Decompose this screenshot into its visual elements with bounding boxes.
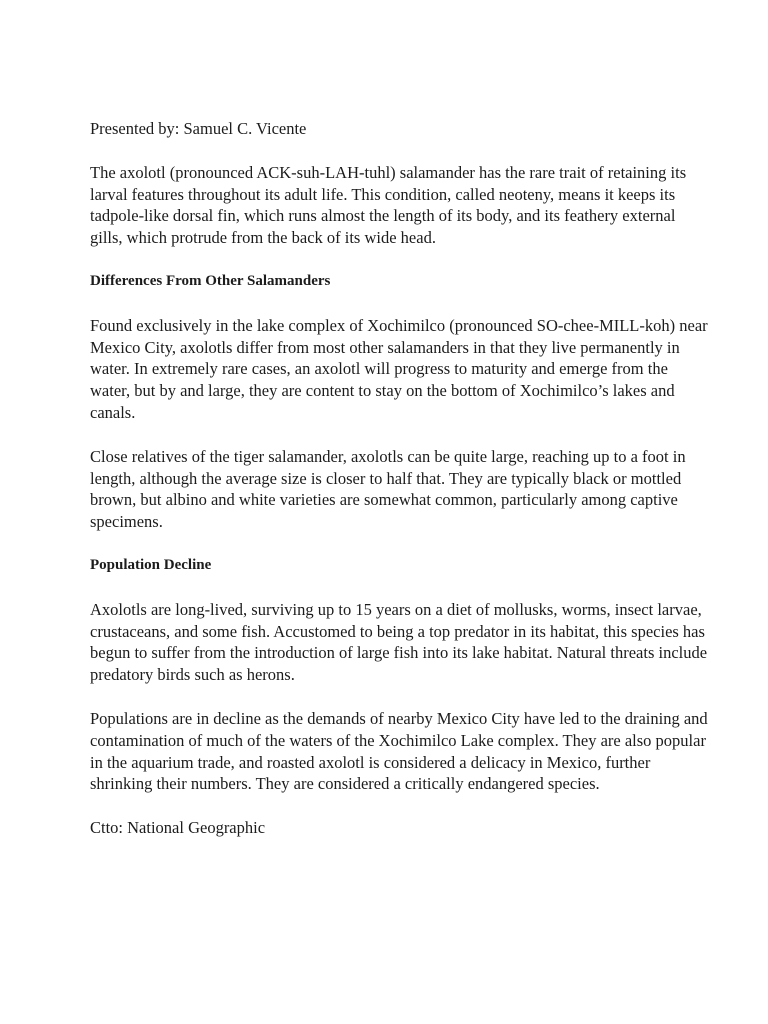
presenter-line: Presented by: Samuel C. Vicente xyxy=(90,119,307,138)
paragraph-lifespan: Axolotls are long-lived, surviving up to 15 years on a diet of mollusks, worms, insect larvae, crustaceans, and some fish. Accustomed to being a top predator in its habitat, this species has begun to suffer from the introduction of large fish into its lake habitat. Natural threats include predatory birds such as herons. xyxy=(90,599,708,685)
intro-paragraph: The axolotl (pronounced ACK-suh-LAH-tuhl) salamander has the rare trait of retaining its larval features throughout its adult life. This condition, called neoteny, means it keeps its tadpole-like dorsal fin, which runs almost the length of its body, and its feathery external gills, which protrude from the back of its wide head. xyxy=(90,162,687,248)
paragraph-habitat: Found exclusively in the lake complex of Xochimilco (pronounced SO-chee-MILL-koh) near Mexico City, axolotls differ from most other salamanders in that they live permanently in water. In extremely rare cases, an axolotl will progress to maturity and emerge from the water, but by and large, they are content to stay on the bottom of Xochimilco’s lakes and canals. xyxy=(90,315,708,422)
document-body xyxy=(90,118,710,839)
paragraph-decline: Populations are in decline as the demands of nearby Mexico City have led to the draining and contamination of much of the waters of the Xochimilco Lake complex. They are also popular in the aquarium trade, and roasted axolotl is considered a delicacy in Mexico, further shrinking their numbers. They are considered a critically endangered species. xyxy=(90,708,708,794)
paragraph-size-color: Close relatives of the tiger salamander, axolotls can be quite large, reaching up to a foot in length, although the average size is closer to half that. They are typically black or mottled brown, but albino and white varieties are somewhat common, particularly among captive specimens. xyxy=(90,446,686,532)
section-heading-differences: Differences From Other Salamanders xyxy=(90,272,331,289)
source-credit: Ctto: National Geographic xyxy=(90,818,266,838)
section-heading-population: Population Decline xyxy=(90,556,212,573)
